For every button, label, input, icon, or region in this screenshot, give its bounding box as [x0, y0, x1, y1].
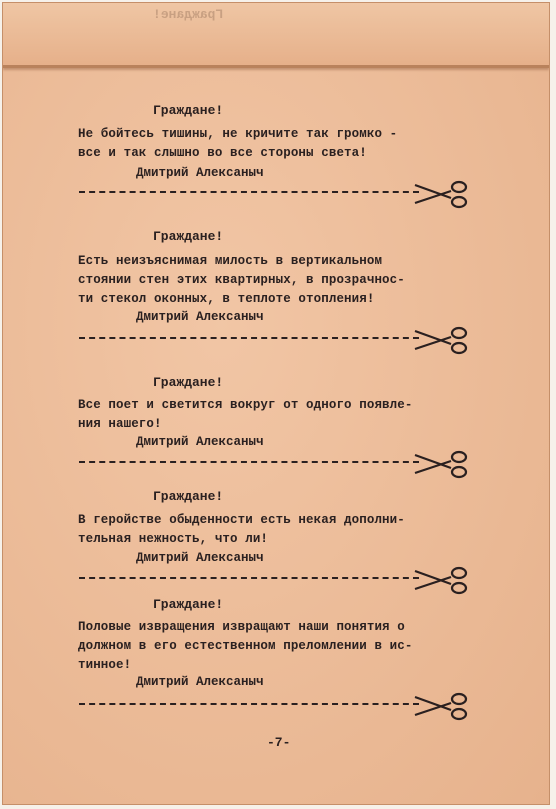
entry-line: тельная нежность, что ли!	[78, 532, 269, 546]
entry-line: тинное!	[78, 658, 132, 672]
entry-line: ния нашего!	[78, 417, 162, 431]
bleed-through-text: Граждане!	[153, 7, 224, 22]
entry-line: должном в его естественном преломлении в ис-	[78, 639, 413, 653]
greeting: Граждане!	[153, 597, 224, 612]
entry-line: Есть неизъяснимая милость в вертикальном	[78, 254, 383, 268]
entry-line: Половые извращения извращают наши понятия о	[78, 620, 405, 634]
entry-line: все и так слышно во все стороны света!	[78, 146, 367, 160]
entry-line: В геройстве обыденности есть некая дополни-	[78, 513, 405, 527]
signature: Дмитрий Алексаныч	[136, 166, 264, 180]
cut-line[interactable]	[79, 449, 467, 475]
signature: Дмитрий Алексаныч	[136, 435, 264, 449]
cut-line[interactable]	[79, 179, 467, 205]
signature: Дмитрий Алексаныч	[136, 675, 264, 689]
greeting: Граждане!	[153, 489, 224, 504]
entry-line: ти стекол оконных, в теплоте отопления!	[78, 292, 375, 306]
entry-line: Все поет и светится вокруг от одного появле-	[78, 398, 413, 412]
cut-line[interactable]	[79, 325, 467, 351]
entry-line: стоянии стен этих квартирных, в прозрачнос-	[78, 273, 405, 287]
greeting: Граждане!	[153, 375, 224, 390]
cut-line[interactable]	[79, 691, 467, 717]
notepad-page	[2, 2, 550, 805]
page-number: -7-	[267, 735, 291, 750]
dashed-line	[79, 703, 419, 705]
scissors-icon	[413, 449, 469, 479]
cut-line[interactable]	[79, 565, 467, 591]
signature: Дмитрий Алексаныч	[136, 310, 264, 324]
dashed-line	[79, 337, 419, 339]
scissors-icon	[413, 179, 469, 209]
dashed-line	[79, 577, 419, 579]
scissors-icon	[413, 691, 469, 721]
entry-line: Не бойтесь тишины, не кричите так громко -	[78, 127, 398, 141]
signature: Дмитрий Алексаныч	[136, 551, 264, 565]
greeting: Граждане!	[153, 229, 224, 244]
scissors-icon	[413, 565, 469, 595]
dashed-line	[79, 461, 419, 463]
scissors-icon	[413, 325, 469, 355]
dashed-line	[79, 191, 419, 193]
tear-off-binding	[3, 3, 549, 68]
greeting: Граждане!	[153, 103, 224, 118]
